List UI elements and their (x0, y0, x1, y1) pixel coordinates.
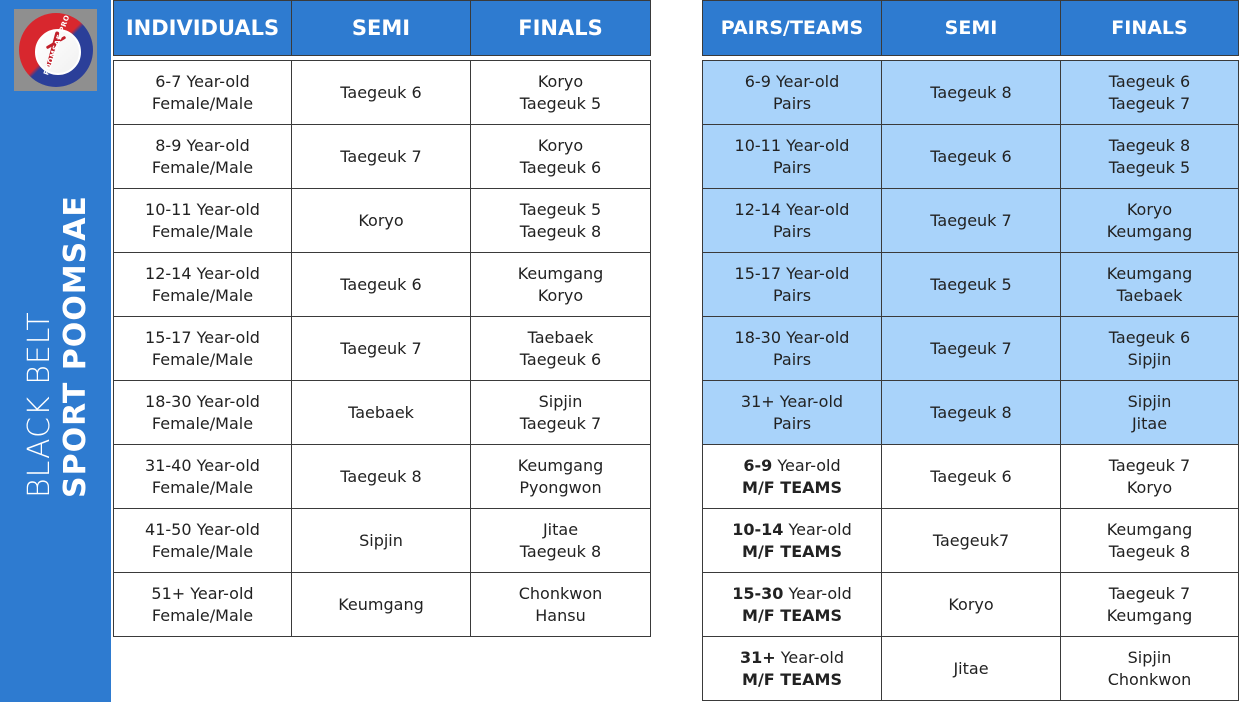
finals-form-2: Pyongwon (519, 477, 602, 497)
gender-label: Female/Male (151, 541, 254, 561)
finals-cell (1061, 317, 1239, 381)
finals-cell (1061, 381, 1239, 445)
category-cell (114, 445, 292, 509)
table-row (703, 445, 1239, 509)
semi-cell: Jitae (882, 637, 1061, 701)
age-suffix: Year-old (783, 519, 852, 539)
finals-cell (471, 61, 651, 125)
semi-cell: Sipjin (292, 509, 471, 573)
finals-cell (1061, 61, 1239, 125)
category-cell (703, 253, 882, 317)
finals-form-1: Taegeuk 6 (1108, 327, 1191, 347)
table-row (703, 381, 1239, 445)
finals-cell (471, 509, 651, 573)
semi-cell: Taebaek (292, 381, 471, 445)
finals-form-1: Sipjin (1127, 391, 1172, 411)
sidebar (0, 0, 111, 702)
semi-cell: Taegeuk 7 (882, 189, 1061, 253)
finals-cell (1061, 573, 1239, 637)
age-group-label: 12-14 Year-old (145, 263, 260, 283)
category-cell (114, 509, 292, 573)
division-label: Pairs (772, 285, 812, 305)
finals-cell (471, 189, 651, 253)
individuals-table (113, 0, 651, 637)
category-cell (703, 189, 882, 253)
finals-form-2: Chonkwon (1107, 669, 1192, 689)
table-row (703, 253, 1239, 317)
age-suffix: Year-old (783, 583, 852, 603)
age-group-label: 15-17 Year-old (145, 327, 260, 347)
pairs-teams-header: PAIRS/TEAMS (703, 1, 882, 56)
finals-form-2: Sipjin (1127, 349, 1172, 369)
finals-cell (471, 317, 651, 381)
semi-cell: Taegeuk 8 (882, 381, 1061, 445)
division-label: M/F TEAMS (742, 605, 842, 625)
finals-form-1: Taegeuk 7 (1108, 583, 1191, 603)
semi-header: SEMI (292, 1, 471, 56)
poomsae-pro-logo (14, 9, 97, 91)
age-suffix: Year-old (772, 455, 841, 475)
semi-cell: Taegeuk 7 (292, 317, 471, 381)
table-row (703, 573, 1239, 637)
division-label: M/F TEAMS (742, 477, 842, 497)
finals-cell (471, 445, 651, 509)
division-label: Pairs (772, 157, 812, 177)
finals-form-2: Taegeuk 6 (519, 157, 602, 177)
finals-form-1: Taegeuk 5 (519, 199, 602, 219)
category-cell (114, 61, 292, 125)
finals-form-1: Koryo (537, 71, 584, 91)
individuals-header: INDIVIDUALS (114, 1, 292, 56)
logo-text: POOMSAE PRO (41, 13, 71, 77)
semi-cell: Taegeuk 6 (292, 61, 471, 125)
age-range: 10-14 (732, 519, 784, 539)
table-row (114, 125, 651, 189)
age-group-label (703, 647, 881, 669)
category-cell (114, 189, 292, 253)
finals-form-1: Keumgang (1106, 519, 1193, 539)
category-cell (703, 125, 882, 189)
table-row (703, 317, 1239, 381)
age-suffix: Year-old (775, 647, 845, 667)
finals-form-1: Taegeuk 7 (1108, 455, 1191, 475)
category-cell (703, 509, 882, 573)
semi-cell: Taegeuk 5 (882, 253, 1061, 317)
finals-form-1: Keumgang (517, 263, 604, 283)
table-row (114, 381, 651, 445)
table-row (114, 61, 651, 125)
sidebar-title (22, 195, 94, 498)
finals-form-1: Taegeuk 8 (1108, 135, 1191, 155)
age-group-label: 6-9 Year-old (744, 71, 840, 91)
finals-form-2: Taegeuk 8 (1108, 541, 1191, 561)
category-cell (703, 61, 882, 125)
gender-label: Female/Male (151, 605, 254, 625)
age-range: 15-30 (732, 583, 784, 603)
finals-form-2: Taegeuk 5 (519, 93, 602, 113)
logo-emblem-icon (19, 13, 93, 87)
age-group-label: 18-30 Year-old (145, 391, 260, 411)
finals-header: FINALS (1061, 1, 1239, 56)
semi-cell: Taegeuk 8 (882, 61, 1061, 125)
finals-form-2: Taegeuk 6 (519, 349, 602, 369)
table-row (114, 573, 651, 637)
semi-cell: Taegeuk 6 (292, 253, 471, 317)
sidebar-title-line2: SPORT POOMSAE (58, 195, 93, 498)
semi-cell: Taegeuk 7 (882, 317, 1061, 381)
semi-cell: Taegeuk7 (882, 509, 1061, 573)
division-label: Pairs (772, 349, 812, 369)
finals-cell (471, 125, 651, 189)
finals-form-2: Keumgang (1106, 221, 1193, 241)
age-group-label (703, 583, 881, 605)
table-row (703, 125, 1239, 189)
category-cell (703, 381, 882, 445)
finals-cell (1061, 445, 1239, 509)
finals-cell (471, 253, 651, 317)
finals-form-1: Koryo (537, 135, 584, 155)
finals-cell (1061, 637, 1239, 701)
age-group-label: 12-14 Year-old (734, 199, 850, 219)
gender-label: Female/Male (151, 93, 254, 113)
age-group-label: 10-11 Year-old (145, 199, 260, 219)
finals-form-2: Taegeuk 7 (519, 413, 602, 433)
semi-header: SEMI (882, 1, 1061, 56)
category-cell (114, 381, 292, 445)
division-label: M/F TEAMS (742, 669, 842, 689)
finals-form-1: Chonkwon (518, 583, 603, 603)
gender-label: Female/Male (151, 157, 254, 177)
age-group-label: 41-50 Year-old (145, 519, 260, 539)
finals-form-2: Hansu (535, 605, 586, 625)
gender-label: Female/Male (151, 477, 254, 497)
finals-cell (1061, 189, 1239, 253)
semi-cell: Koryo (292, 189, 471, 253)
pairs-teams-header-row (703, 1, 1239, 56)
category-cell (114, 125, 292, 189)
table-row (114, 189, 651, 253)
division-label: Pairs (772, 413, 812, 433)
age-group-label (703, 519, 881, 541)
gender-label: Female/Male (151, 413, 254, 433)
gender-label: Female/Male (151, 221, 254, 241)
finals-form-2: Koryo (1126, 477, 1173, 497)
table-row (114, 445, 651, 509)
table-row (114, 317, 651, 381)
finals-form-1: Taebaek (527, 327, 594, 347)
finals-form-1: Keumgang (517, 455, 604, 475)
division-label: Pairs (772, 221, 812, 241)
age-group-label (703, 455, 881, 477)
age-group-label: 15-17 Year-old (734, 263, 850, 283)
finals-form-1: Sipjin (1127, 647, 1172, 667)
finals-cell (471, 573, 651, 637)
finals-form-2: Taegeuk 8 (519, 221, 602, 241)
age-group-label: 51+ Year-old (151, 583, 254, 603)
finals-form-1: Sipjin (538, 391, 583, 411)
semi-cell: Taegeuk 8 (292, 445, 471, 509)
finals-form-2: Taegeuk 8 (519, 541, 602, 561)
table-row (703, 61, 1239, 125)
table-row (114, 509, 651, 573)
category-cell (114, 317, 292, 381)
semi-cell: Taegeuk 6 (882, 125, 1061, 189)
finals-form-1: Jitae (542, 519, 579, 539)
division-label: M/F TEAMS (742, 541, 842, 561)
finals-cell (1061, 509, 1239, 573)
finals-cell (1061, 125, 1239, 189)
finals-form-2: Jitae (1131, 413, 1168, 433)
sidebar-title-line1: BLACK BELT (22, 311, 57, 498)
age-range: 6-9 (743, 455, 773, 475)
table-row (703, 509, 1239, 573)
age-group-label: 18-30 Year-old (734, 327, 850, 347)
table-row (114, 253, 651, 317)
finals-form-2: Taebaek (1116, 285, 1183, 305)
finals-cell (471, 381, 651, 445)
individuals-header-row (114, 1, 651, 56)
finals-form-1: Taegeuk 6 (1108, 71, 1191, 91)
finals-form-2: Koryo (537, 285, 584, 305)
gender-label: Female/Male (151, 349, 254, 369)
pairs-teams-table (702, 0, 1239, 701)
finals-form-2: Taegeuk 5 (1108, 157, 1191, 177)
gender-label: Female/Male (151, 285, 254, 305)
finals-cell (1061, 253, 1239, 317)
semi-cell: Keumgang (292, 573, 471, 637)
category-cell (703, 445, 882, 509)
age-group-label: 6-7 Year-old (155, 71, 250, 91)
finals-form-2: Keumgang (1106, 605, 1193, 625)
semi-cell: Koryo (882, 573, 1061, 637)
category-cell (114, 573, 292, 637)
age-group-label: 31-40 Year-old (145, 455, 260, 475)
finals-form-2: Taegeuk 7 (1108, 93, 1191, 113)
finals-form-1: Keumgang (1106, 263, 1193, 283)
age-range: 31+ (739, 647, 776, 667)
age-group-label: 8-9 Year-old (155, 135, 250, 155)
finals-header: FINALS (471, 1, 651, 56)
age-group-label: 10-11 Year-old (734, 135, 850, 155)
age-group-label: 31+ Year-old (740, 391, 844, 411)
table-row (703, 637, 1239, 701)
category-cell (703, 637, 882, 701)
category-cell (703, 573, 882, 637)
semi-cell: Taegeuk 6 (882, 445, 1061, 509)
table-row (703, 189, 1239, 253)
category-cell (703, 317, 882, 381)
division-label: Pairs (772, 93, 812, 113)
finals-form-1: Koryo (1126, 199, 1173, 219)
category-cell (114, 253, 292, 317)
semi-cell: Taegeuk 7 (292, 125, 471, 189)
